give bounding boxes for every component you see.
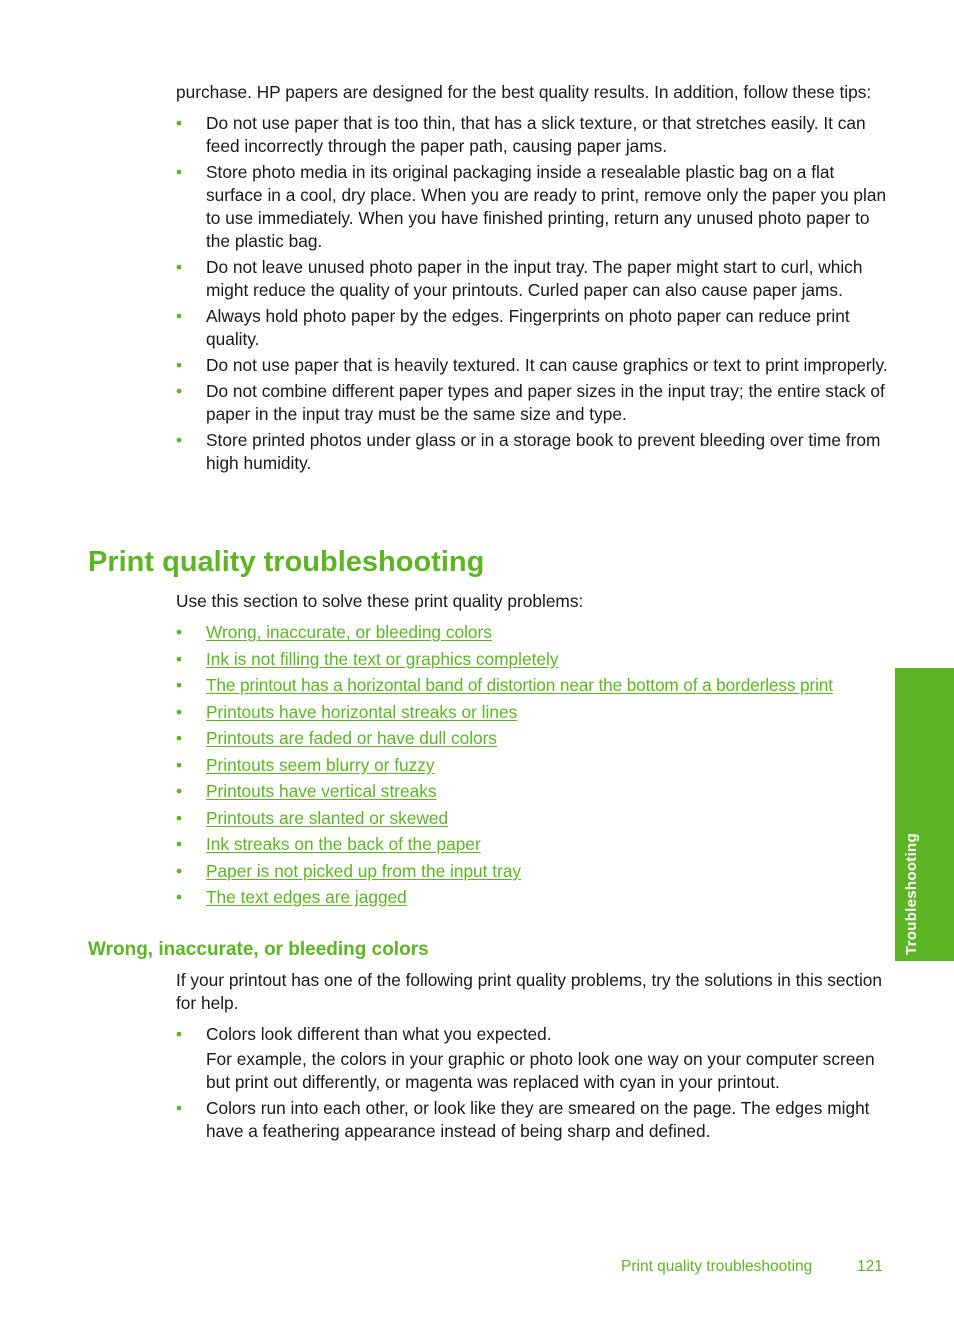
link-jagged-edges[interactable]: The text edges are jagged <box>206 887 407 907</box>
tip-text: Do not use paper that is too thin, that has a slick texture, or that stretches easily. It can feed incorrectly through the paper path, causing paper jams. <box>206 113 866 156</box>
list-item <box>176 780 888 807</box>
tips-list <box>176 112 888 475</box>
tip-text: Do not use paper that is heavily textured. It can cause graphics or text to print improperly. <box>206 355 888 375</box>
list-item <box>176 1097 888 1143</box>
tip-text: Always hold photo paper by the edges. Fingerprints on photo paper can reduce print quality. <box>206 306 850 349</box>
bullet-icon: • <box>176 381 183 401</box>
list-item <box>176 354 888 377</box>
link-horizontal-streaks[interactable]: Printouts have horizontal streaks or lines <box>206 701 518 722</box>
link-ink-not-filling[interactable]: Ink is not filling the text or graphics completely <box>206 648 559 669</box>
list-item <box>176 161 888 253</box>
section-title: Print quality troubleshooting <box>88 546 485 578</box>
link-horizontal-band[interactable]: The printout has a horizontal band of distortion near the bottom of a borderless print <box>206 675 833 695</box>
list-item <box>176 754 888 781</box>
bullet-icon: • <box>176 728 183 748</box>
list-item <box>176 1023 888 1094</box>
bullet-icon: • <box>176 622 183 642</box>
bullet-icon: • <box>176 754 183 775</box>
list-item <box>176 621 888 648</box>
intro-paragraph: purchase. HP papers are designed for the best quality results. In addition, follow these tips: <box>176 82 872 102</box>
list-item <box>176 886 888 913</box>
bullet-icon: • <box>176 430 183 450</box>
problems-block <box>176 590 888 913</box>
link-blurry[interactable]: Printouts seem blurry or fuzzy <box>206 754 435 775</box>
side-tab-label: Troubleshooting <box>903 833 920 955</box>
symptom-text: Colors look different than what you expected. <box>206 1024 552 1044</box>
bullet-icon: • <box>176 306 183 326</box>
bullet-icon: • <box>176 701 183 722</box>
list-item <box>176 429 888 475</box>
list-item <box>176 701 888 728</box>
list-item <box>176 860 888 887</box>
list-item <box>176 112 888 158</box>
tip-text: Do not leave unused photo paper in the input tray. The paper might start to curl, which might reduce the quality of your printouts. Curled paper can also cause paper jams. <box>206 257 863 300</box>
list-item <box>176 305 888 351</box>
link-ink-streaks-back[interactable]: Ink streaks on the back of the paper <box>206 834 481 854</box>
bullet-icon: • <box>176 807 183 828</box>
bullet-icon: • <box>176 675 183 695</box>
tip-text: Store photo media in its original packaging inside a resealable plastic bag on a flat surface in a cool, dry place. When you are ready to print, remove only the paper you plan to use immediately. When you have finished printing, return any unused photo paper to the plastic bag. <box>206 162 887 251</box>
list-item <box>176 833 888 860</box>
link-paper-not-picked[interactable]: Paper is not picked up from the input tray <box>206 860 522 881</box>
list-item <box>176 256 888 302</box>
list-item <box>176 674 888 701</box>
page-number: 121 <box>857 1258 883 1275</box>
problem-links-list <box>176 621 888 913</box>
section-intro: Use this section to solve these print quality problems: <box>176 591 584 611</box>
bullet-icon: • <box>176 781 183 801</box>
bullet-icon: • <box>176 1024 183 1044</box>
list-item <box>176 648 888 675</box>
bullet-icon: • <box>176 257 183 277</box>
subsection-block <box>176 969 888 1146</box>
link-slanted[interactable]: Printouts are slanted or skewed <box>206 807 449 828</box>
symptom-list <box>176 1023 888 1143</box>
bullet-icon: • <box>176 648 183 669</box>
bullet-icon: • <box>176 887 183 907</box>
link-faded[interactable]: Printouts are faded or have dull colors <box>206 728 498 748</box>
tip-text: Store printed photos under glass or in a storage book to prevent bleeding over time from high humidity. <box>206 430 881 473</box>
symptom-detail: For example, the colors in your graphic or photo look one way on your computer screen but print out differently, or magenta was replaced with cyan in your printout. <box>206 1049 875 1092</box>
subsection-title: Wrong, inaccurate, or bleeding colors <box>88 939 429 960</box>
link-wrong-colors[interactable]: Wrong, inaccurate, or bleeding colors <box>206 622 492 642</box>
symptom-text: Colors run into each other, or look like they are smeared on the page. The edges might have a feathering appearance instead of being sharp and defined. <box>206 1098 870 1141</box>
list-item <box>176 807 888 834</box>
bullet-icon: • <box>176 834 183 854</box>
list-item <box>176 727 888 754</box>
bullet-icon: • <box>176 162 183 182</box>
tip-text: Do not combine different paper types and paper sizes in the input tray; the entire stack of paper in the input tray must be the same size and type. <box>206 381 885 424</box>
bullet-icon: • <box>176 1098 183 1118</box>
bullet-icon: • <box>176 113 183 133</box>
list-item <box>176 380 888 426</box>
subsection-intro: If your printout has one of the following print quality problems, try the solutions in this section for help. <box>176 970 883 1013</box>
bullet-icon: • <box>176 355 183 375</box>
link-vertical-streaks[interactable]: Printouts have vertical streaks <box>206 781 437 801</box>
footer-section-name: Print quality troubleshooting <box>621 1258 813 1275</box>
bullet-icon: • <box>176 860 183 881</box>
tips-block <box>176 81 888 478</box>
